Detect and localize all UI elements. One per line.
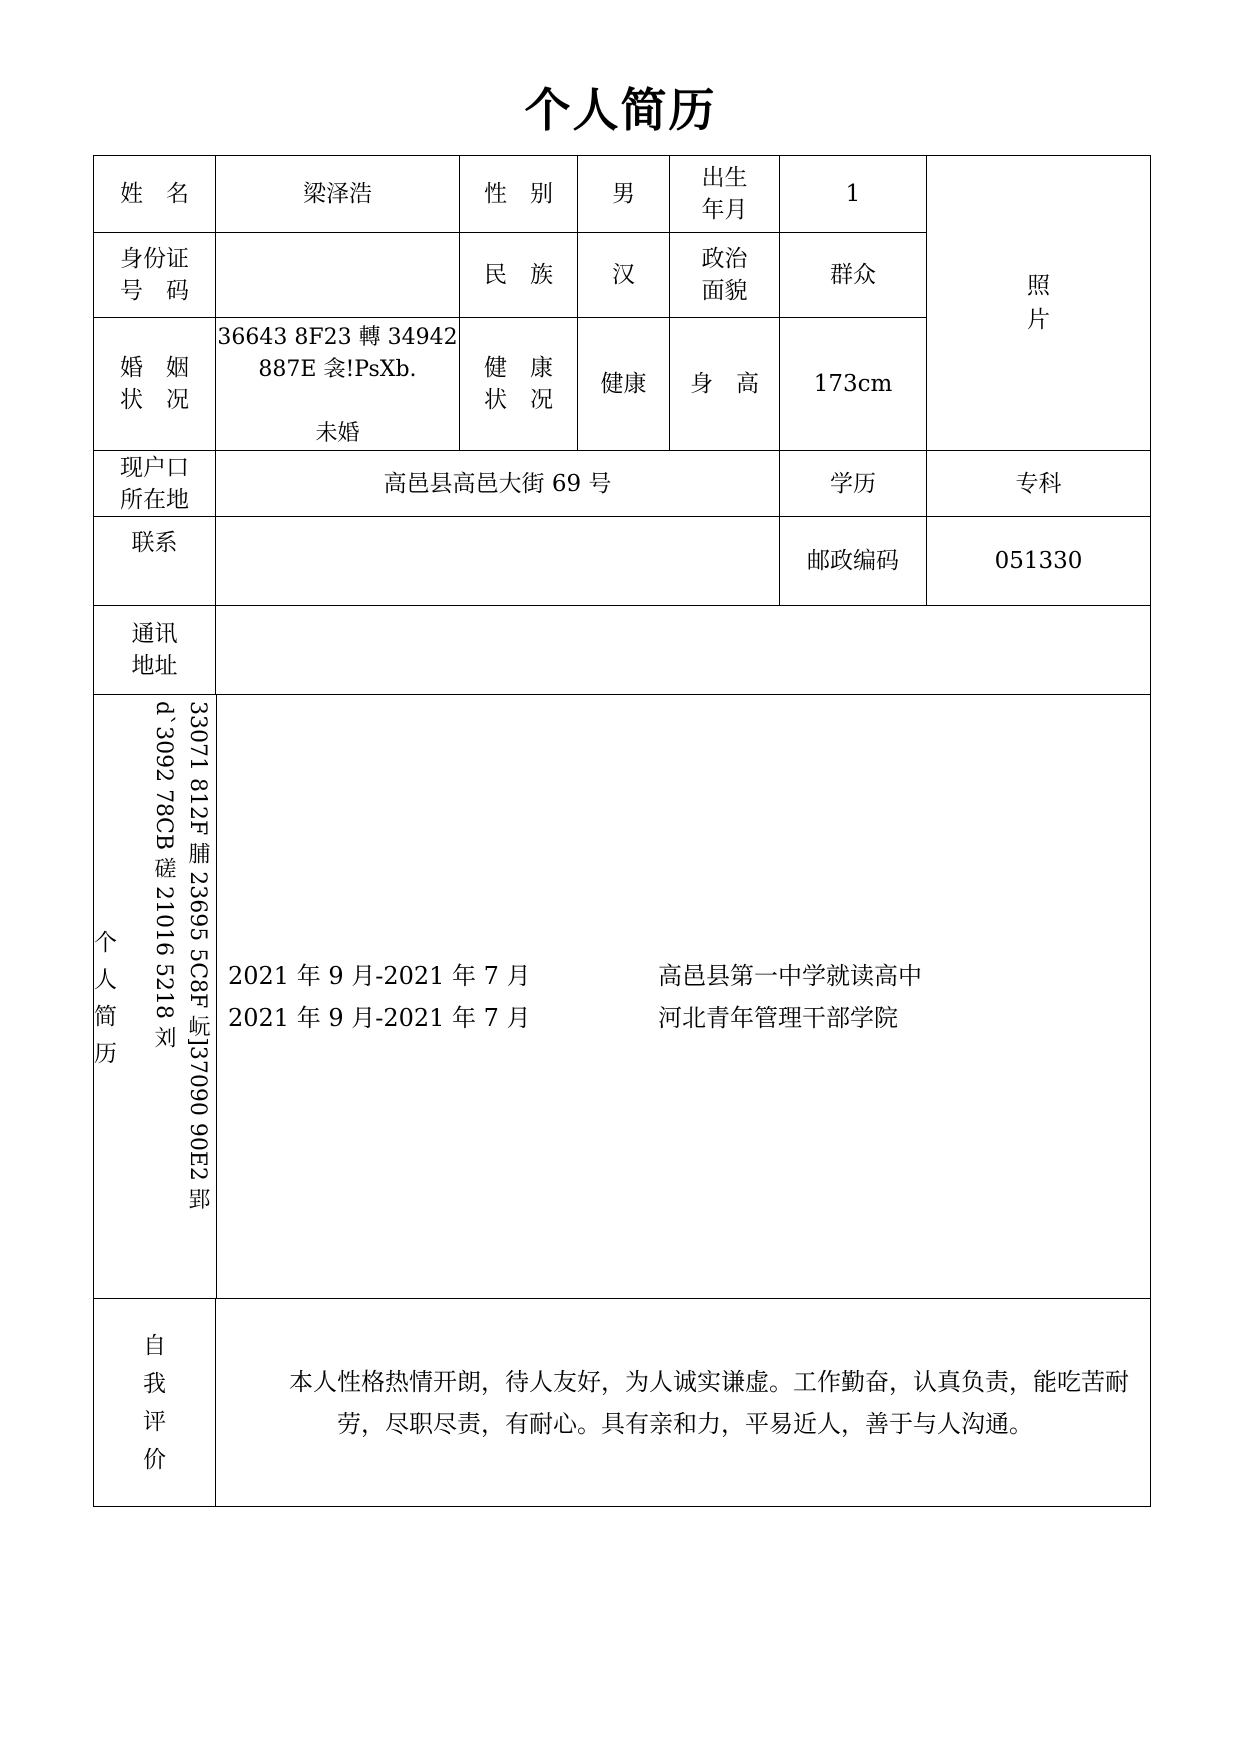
entry-desc: 河北青年管理干部学院 [658, 1004, 898, 1032]
entry-period: 2021 年 9 月-2021 年 7 月 [228, 962, 531, 990]
gender-label: 性 别 [460, 156, 578, 233]
id-label [94, 233, 216, 318]
resume-divider [216, 695, 217, 1299]
political-value: 群众 [780, 233, 927, 318]
marital-garble-line-2: 887E 衾!PsXb. [258, 357, 417, 382]
contact-label: 联系 [94, 517, 216, 606]
gender-value: 男 [578, 156, 670, 233]
resume-label-char: 历 [94, 1041, 117, 1067]
health-value: 健康 [578, 318, 670, 451]
self-eval-label-char: 自 [143, 1332, 166, 1359]
resume-entry [228, 955, 1148, 997]
health-label [460, 318, 578, 451]
education-label: 学历 [780, 451, 927, 517]
page-title: 个人简历 [524, 83, 717, 137]
id-label-line-1: 身份证 [120, 246, 189, 272]
resume-entries [228, 955, 1148, 1039]
hukou-label-line-1: 现户口 [120, 454, 189, 481]
resume-label-char: 简 [94, 1004, 117, 1030]
hukou-value: 高邑县高邑大街 69 号 [216, 451, 780, 517]
marital-label-line-1: 婚 姻 [120, 355, 189, 381]
name-label: 姓 名 [94, 156, 216, 233]
birth-value: 1 [780, 156, 927, 233]
entry-period: 2021 年 9 月-2021 年 7 月 [228, 1004, 531, 1032]
resume-form-table [93, 155, 1151, 1507]
marital-label-line-2: 状 况 [120, 387, 189, 413]
marital-value-cell [216, 318, 460, 451]
political-label-line-1: 政治 [701, 246, 748, 272]
id-value [216, 233, 460, 318]
entry-desc: 高邑县第一中学就读高中 [658, 962, 922, 990]
self-eval-label-char: 我 [143, 1370, 166, 1397]
birth-label-line-2: 年月 [701, 197, 748, 223]
resume-section [94, 695, 1151, 1299]
postal-label: 邮政编码 [780, 517, 927, 606]
address-label [94, 606, 216, 695]
political-label [670, 233, 780, 318]
address-value [216, 606, 1151, 695]
self-eval-text: 本人性格热情开朗，待人友好，为人诚实谦虚。工作勤奋，认真负责，能吃苦耐劳，尽职尽责，有耐心。具有亲和力，平易近人，善于与人沟通。 [289, 1367, 1129, 1438]
id-label-line-2: 号 码 [120, 278, 189, 304]
birth-label [670, 156, 780, 233]
birth-label-line-1: 出生 [701, 165, 748, 191]
self-eval-label-char: 评 [143, 1408, 166, 1435]
marital-value: 未婚 [315, 421, 360, 446]
education-value: 专科 [927, 451, 1151, 517]
health-label-line-2: 状 况 [484, 387, 553, 413]
self-eval-label-char: 价 [143, 1446, 166, 1473]
name-value: 梁泽浩 [216, 156, 460, 233]
height-label: 身 高 [670, 318, 780, 451]
address-label-line-1: 通讯 [131, 621, 178, 647]
ethnicity-label: 民 族 [460, 233, 578, 318]
postal-value: 051330 [927, 517, 1151, 606]
ethnicity-value: 汉 [578, 233, 670, 318]
height-value: 173cm [780, 318, 927, 451]
hukou-label [94, 451, 216, 517]
photo-label-line-2: 片 [1027, 307, 1050, 333]
marital-spacer [216, 386, 459, 418]
contact-value [216, 517, 780, 606]
hukou-label-line-2: 所在地 [120, 486, 189, 513]
resume-label [94, 925, 118, 1073]
health-label-line-1: 健 康 [484, 355, 553, 381]
resume-entry [228, 997, 1148, 1039]
resume-label-char: 人 [94, 967, 117, 993]
marital-garble-line-1: 36643 8F23 轉 34942 [217, 325, 458, 350]
resume-label-char: 个 [94, 930, 117, 956]
resume-garbled-text: 33071 812F 脯 23695 5C8F 岏]37090 90E2 郢 d`3092 78CB 磋 21016 5218 刘 [151, 701, 210, 1217]
photo-label-line-1: 照 [1027, 273, 1050, 299]
marital-label [94, 318, 216, 451]
political-label-line-2: 面貌 [701, 278, 748, 304]
self-eval-text-cell [216, 1299, 1151, 1507]
address-label-line-2: 地址 [131, 653, 178, 679]
self-eval-label [94, 1299, 216, 1507]
photo-cell [927, 156, 1151, 451]
